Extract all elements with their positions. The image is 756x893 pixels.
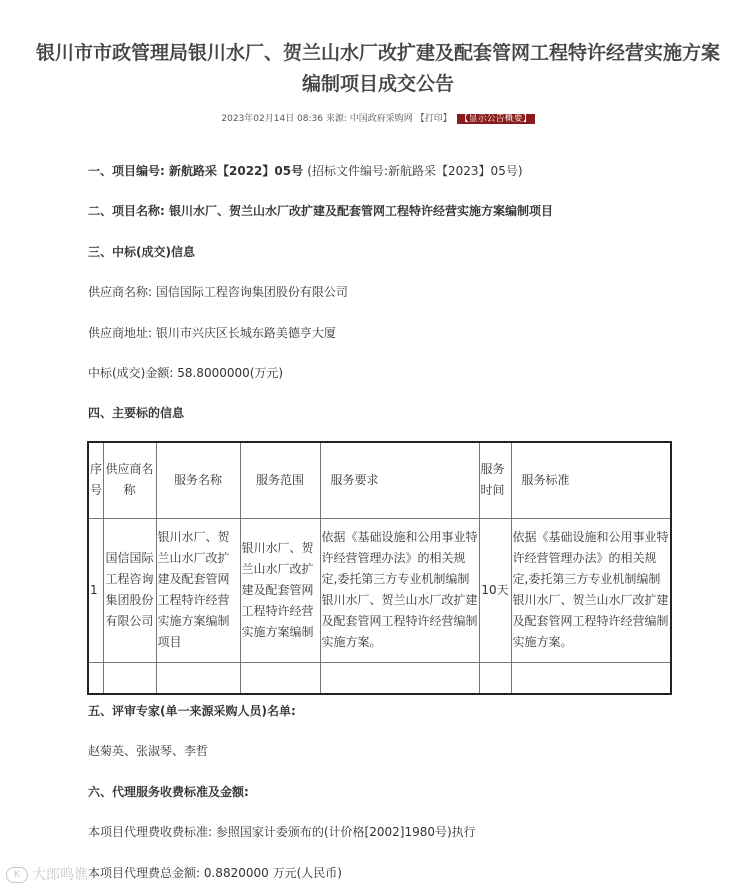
table-header-row bbox=[88, 442, 671, 518]
fee-total: 本项目代理费总金额: 0.8820000 万元(人民币) bbox=[88, 866, 342, 880]
supplier-address: 供应商地址: 银川市兴庆区长城东路美德亨大厦 bbox=[88, 326, 336, 340]
award-amount: 中标(成交)金额: 58.8000000(万元) bbox=[88, 366, 284, 380]
header-seq: 序号 bbox=[88, 442, 103, 518]
project-number-label: 一、项目编号: bbox=[88, 164, 165, 178]
title-line-2: 编制项目成交公告 bbox=[301, 73, 454, 95]
header-service-standard: 服务标准 bbox=[511, 442, 671, 518]
cell-service-time: 10天 bbox=[479, 518, 511, 662]
tender-doc-number: (招标文件编号:新航路采【2023】05号) bbox=[307, 164, 523, 178]
project-number-value: 新航路采【2022】05号 bbox=[169, 164, 304, 178]
project-name bbox=[88, 202, 553, 220]
page-title bbox=[0, 38, 756, 100]
table-empty-row bbox=[88, 662, 671, 694]
watermark-text: 大郎鸣谯 bbox=[32, 867, 88, 883]
header-service-name: 服务名称 bbox=[156, 442, 240, 518]
header-service-scope: 服务范围 bbox=[240, 442, 320, 518]
print-button[interactable]: 【打印】 bbox=[415, 114, 452, 124]
header-service-time: 服务时间 bbox=[479, 442, 511, 518]
header-service-requirement: 服务要求 bbox=[320, 442, 479, 518]
section-agency-fee: 六、代理服务收费标准及金额: bbox=[88, 785, 249, 799]
fee-standard: 本项目代理费收费标准: 参照国家计委颁布的(计价格[2002]1980号)执行 bbox=[88, 825, 476, 839]
title-line-1: 银川市市政管理局银川水厂、贺兰山水厂改扩建及配套管网工程特许经营实施方案 bbox=[35, 42, 720, 64]
cell-supplier: 国信国际工程咨询集团股份有限公司 bbox=[103, 518, 156, 662]
project-name-value: 银川水厂、贺兰山水厂改扩建及配套管网工程特许经营实施方案编制项目 bbox=[169, 204, 554, 218]
watermark bbox=[6, 864, 88, 884]
experts-list: 赵菊英、张淑琴、李哲 bbox=[88, 744, 209, 758]
project-number bbox=[88, 162, 523, 180]
cell-service-scope: 银川水厂、贺兰山水厂改扩建及配套管网工程特许经营实施方案编制 bbox=[240, 518, 320, 662]
subject-table bbox=[87, 441, 672, 695]
project-name-label: 二、项目名称: bbox=[88, 204, 165, 218]
section-award-info: 三、中标(成交)信息 bbox=[88, 245, 195, 259]
header-supplier: 供应商名称 bbox=[103, 442, 156, 518]
cell-service-requirement: 依据《基础设施和公用事业特许经营管理办法》的相关规定,委托第三方专业机制编制银川水厂、贺兰山水厂改扩建及配套管网工程特许经营编制实施方案。 bbox=[320, 518, 479, 662]
source-link[interactable]: 中国政府采购网 bbox=[349, 114, 413, 124]
section-main-subject: 四、主要标的信息 bbox=[88, 406, 185, 420]
show-summary-button[interactable]: 【显示公告概要】 bbox=[457, 114, 535, 124]
supplier-name: 供应商名称: 国信国际工程咨询集团股份有限公司 bbox=[88, 285, 348, 299]
meta-bar bbox=[0, 112, 756, 126]
cell-seq: 1 bbox=[88, 518, 103, 662]
publish-date: 2023年02月14日 08:36 bbox=[221, 114, 323, 124]
source-label: 来源: bbox=[325, 114, 347, 124]
section-experts: 五、评审专家(单一来源采购人员)名单: bbox=[88, 704, 296, 718]
cell-service-name: 银川水厂、贺兰山水厂改扩建及配套管网工程特许经营实施方案编制项目 bbox=[156, 518, 240, 662]
watermark-logo-icon: K bbox=[6, 867, 28, 883]
table-row bbox=[88, 518, 671, 662]
cell-service-standard: 依据《基础设施和公用事业特许经营管理办法》的相关规定,委托第三方专业机制编制银川水厂、贺兰山水厂改扩建及配套管网工程特许经营编制实施方案。 bbox=[511, 518, 671, 662]
